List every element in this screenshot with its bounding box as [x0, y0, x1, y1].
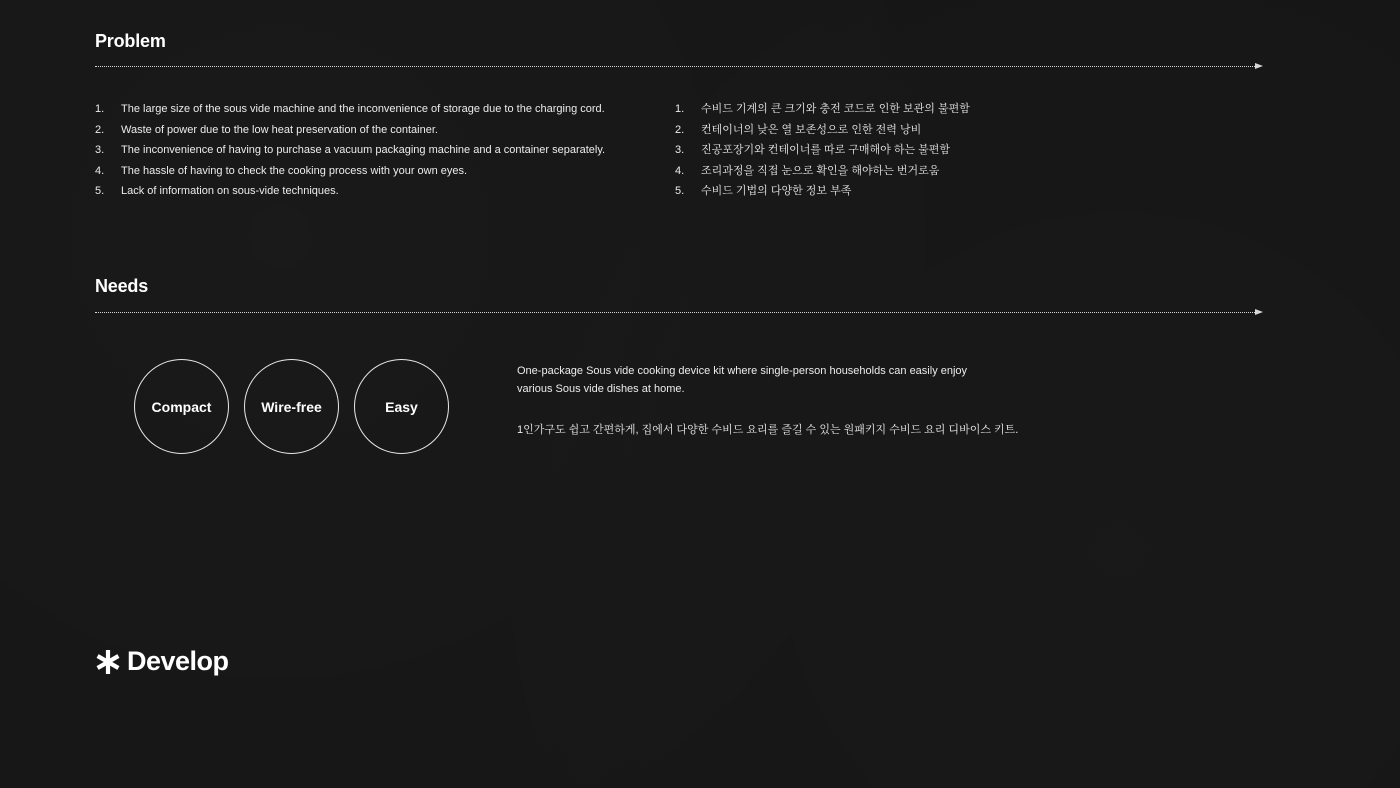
needs-divider-arrow [95, 309, 1263, 317]
list-number: 5. [95, 185, 105, 197]
list-item [95, 120, 605, 141]
list-item [675, 99, 970, 120]
needs-description-en: One-package Sous vide cooking device kit where single-person households can easily enjoy various Sous vide dishes at home. [517, 365, 968, 395]
list-item [675, 161, 970, 182]
asterisk-icon [95, 649, 121, 675]
keyword-label: Wire-free [261, 398, 322, 415]
list-text: Waste of power due to the low heat preservation of the container. [121, 123, 438, 136]
arrow-right-icon [1255, 63, 1263, 69]
list-number: 4. [675, 164, 685, 177]
keyword-label: Easy [385, 398, 418, 415]
develop-heading [95, 646, 229, 677]
develop-title: Develop [127, 646, 229, 676]
list-number: 2. [675, 123, 685, 136]
dotted-line [95, 312, 1255, 313]
list-text: 컨테이너의 낮은 열 보존성으로 인한 전력 낭비 [701, 123, 922, 136]
list-number: 1. [95, 103, 105, 115]
list-text: 수비드 기계의 큰 크기와 충전 코드로 인한 보관의 불편함 [701, 103, 970, 115]
list-item [675, 181, 970, 202]
needs-description-ko: 1인가구도 쉽고 간편하게, 집에서 다양한 수비드 요리를 즐길 수 있는 원패키지 수비드 요리 디바이스 키트. [517, 424, 1019, 436]
needs-title: Needs [95, 276, 149, 296]
problem-divider-arrow [95, 63, 1263, 71]
list-text: The inconvenience of having to purchase a vacuum packaging machine and a container separately. [121, 144, 606, 156]
list-text: The hassle of having to check the cooking process with your own eyes. [121, 164, 468, 177]
list-text: Lack of information on sous-vide techniques. [121, 185, 339, 197]
list-item [95, 140, 605, 161]
list-number: 5. [675, 185, 685, 197]
keyword-circle-compact [134, 359, 229, 454]
list-number: 4. [95, 164, 105, 177]
list-text: 진공포장기와 컨테이너를 따로 구매해야 하는 불편함 [701, 144, 951, 156]
arrow-right-icon [1255, 309, 1263, 315]
list-item [95, 181, 605, 202]
keyword-label: Compact [151, 398, 212, 415]
list-number: 1. [675, 103, 685, 115]
keyword-circle-easy [354, 359, 449, 454]
list-item [675, 140, 970, 161]
list-item [95, 99, 605, 120]
problem-list-ko [675, 99, 970, 202]
list-text: 조리과정을 직접 눈으로 확인을 해야하는 번거로움 [701, 164, 940, 177]
problem-title: Problem [95, 31, 166, 51]
list-item [95, 161, 605, 182]
problem-list-en [95, 99, 605, 202]
list-number: 3. [675, 144, 685, 156]
list-text: The large size of the sous vide machine and the inconvenience of storage due to the charging cord. [121, 103, 605, 115]
keyword-circle-wire-free [244, 359, 339, 454]
list-text: 수비드 기법의 다양한 정보 부족 [701, 185, 852, 197]
list-item [675, 120, 970, 141]
list-number: 3. [95, 144, 105, 156]
dotted-line [95, 66, 1255, 67]
list-number: 2. [95, 123, 105, 136]
